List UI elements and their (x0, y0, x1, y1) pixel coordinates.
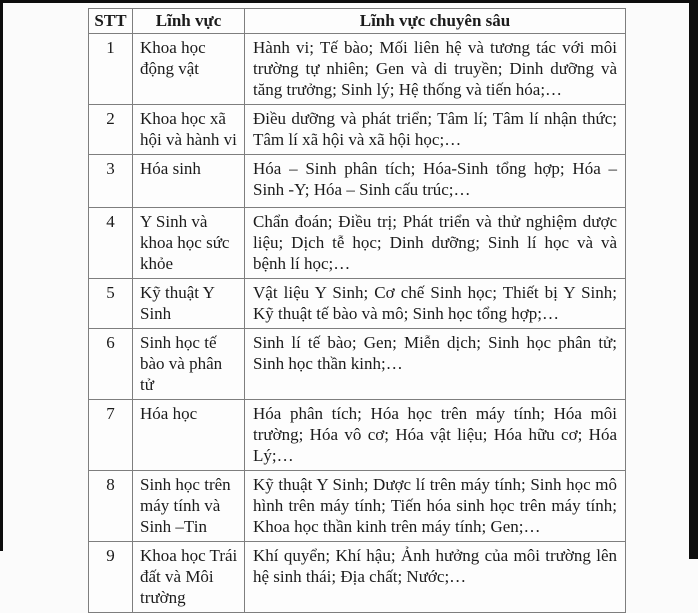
table-row (89, 34, 626, 105)
table-row (89, 400, 626, 471)
field-cell: Kỹ thuật Y Sinh (133, 279, 245, 329)
row-index: 4 (89, 208, 133, 279)
field-cell: Hóa học (133, 400, 245, 471)
header-field: Lĩnh vực (133, 9, 245, 34)
frame-bar-left (0, 0, 3, 551)
table-row (89, 105, 626, 155)
detail-cell: Sinh lí tế bào; Gen; Miễn dịch; Sinh học phân tử; Sinh học thần kinh;… (245, 329, 626, 400)
frame-bar-top (0, 0, 698, 3)
detail-cell: Vật liệu Y Sinh; Cơ chế Sinh học; Thiết bị Y Sinh; Kỹ thuật tế bào và mô; Sinh học tổng hợp;… (245, 279, 626, 329)
field-cell: Sinh học trên máy tính và Sinh –Tin (133, 471, 245, 542)
header-stt: STT (89, 9, 133, 34)
field-cell: Sinh học tế bào và phân tử (133, 329, 245, 400)
table-row (89, 471, 626, 542)
header-detail: Lĩnh vực chuyên sâu (245, 9, 626, 34)
document-table-container (88, 8, 626, 613)
row-index: 9 (89, 542, 133, 613)
row-index: 2 (89, 105, 133, 155)
detail-cell: Điều dưỡng và phát triển; Tâm lí; Tâm lí nhận thức; Tâm lí xã hội và xã hội học;… (245, 105, 626, 155)
field-cell: Khoa học động vật (133, 34, 245, 105)
table-row (89, 329, 626, 400)
fields-table (88, 8, 626, 613)
detail-cell: Kỹ thuật Y Sinh; Dược lí trên máy tính; Sinh học mô hình trên máy tính; Tiến hóa sinh học trên máy tính; Khoa học thần kinh trên máy tính; Gen;… (245, 471, 626, 542)
detail-cell: Chẩn đoán; Điều trị; Phát triển và thử nghiệm dược liệu; Dịch tễ học; Dinh dưỡng; Sinh lí học và và bệnh lí học;… (245, 208, 626, 279)
detail-cell: Hành vi; Tế bào; Mối liên hệ và tương tác với môi trường tự nhiên; Gen và di truyền; Dinh dưỡng và tăng trưởng; Sinh lý; Hệ thống và tiến hóa;… (245, 34, 626, 105)
table-row (89, 279, 626, 329)
detail-cell: Hóa phân tích; Hóa học trên máy tính; Hóa môi trường; Hóa vô cơ; Hóa vật liệu; Hóa hữu cơ; Hóa Lý;… (245, 400, 626, 471)
field-cell: Y Sinh và khoa học sức khỏe (133, 208, 245, 279)
field-cell: Khoa học xã hội và hành vi (133, 105, 245, 155)
table-row (89, 542, 626, 613)
field-cell: Khoa học Trái đất và Môi trường (133, 542, 245, 613)
row-index: 1 (89, 34, 133, 105)
row-index: 3 (89, 155, 133, 208)
row-index: 5 (89, 279, 133, 329)
table-header-row (89, 9, 626, 34)
row-index: 8 (89, 471, 133, 542)
detail-cell: Khí quyển; Khí hậu; Ảnh hưởng của môi trường lên hệ sinh thái; Địa chất; Nước;… (245, 542, 626, 613)
detail-cell: Hóa – Sinh phân tích; Hóa-Sinh tổng hợp; Hóa – Sinh -Y; Hóa – Sinh cấu trúc;… (245, 155, 626, 208)
table-row (89, 155, 626, 208)
row-index: 6 (89, 329, 133, 400)
table-row (89, 208, 626, 279)
frame-bar-right (689, 0, 698, 559)
row-index: 7 (89, 400, 133, 471)
field-cell: Hóa sinh (133, 155, 245, 208)
